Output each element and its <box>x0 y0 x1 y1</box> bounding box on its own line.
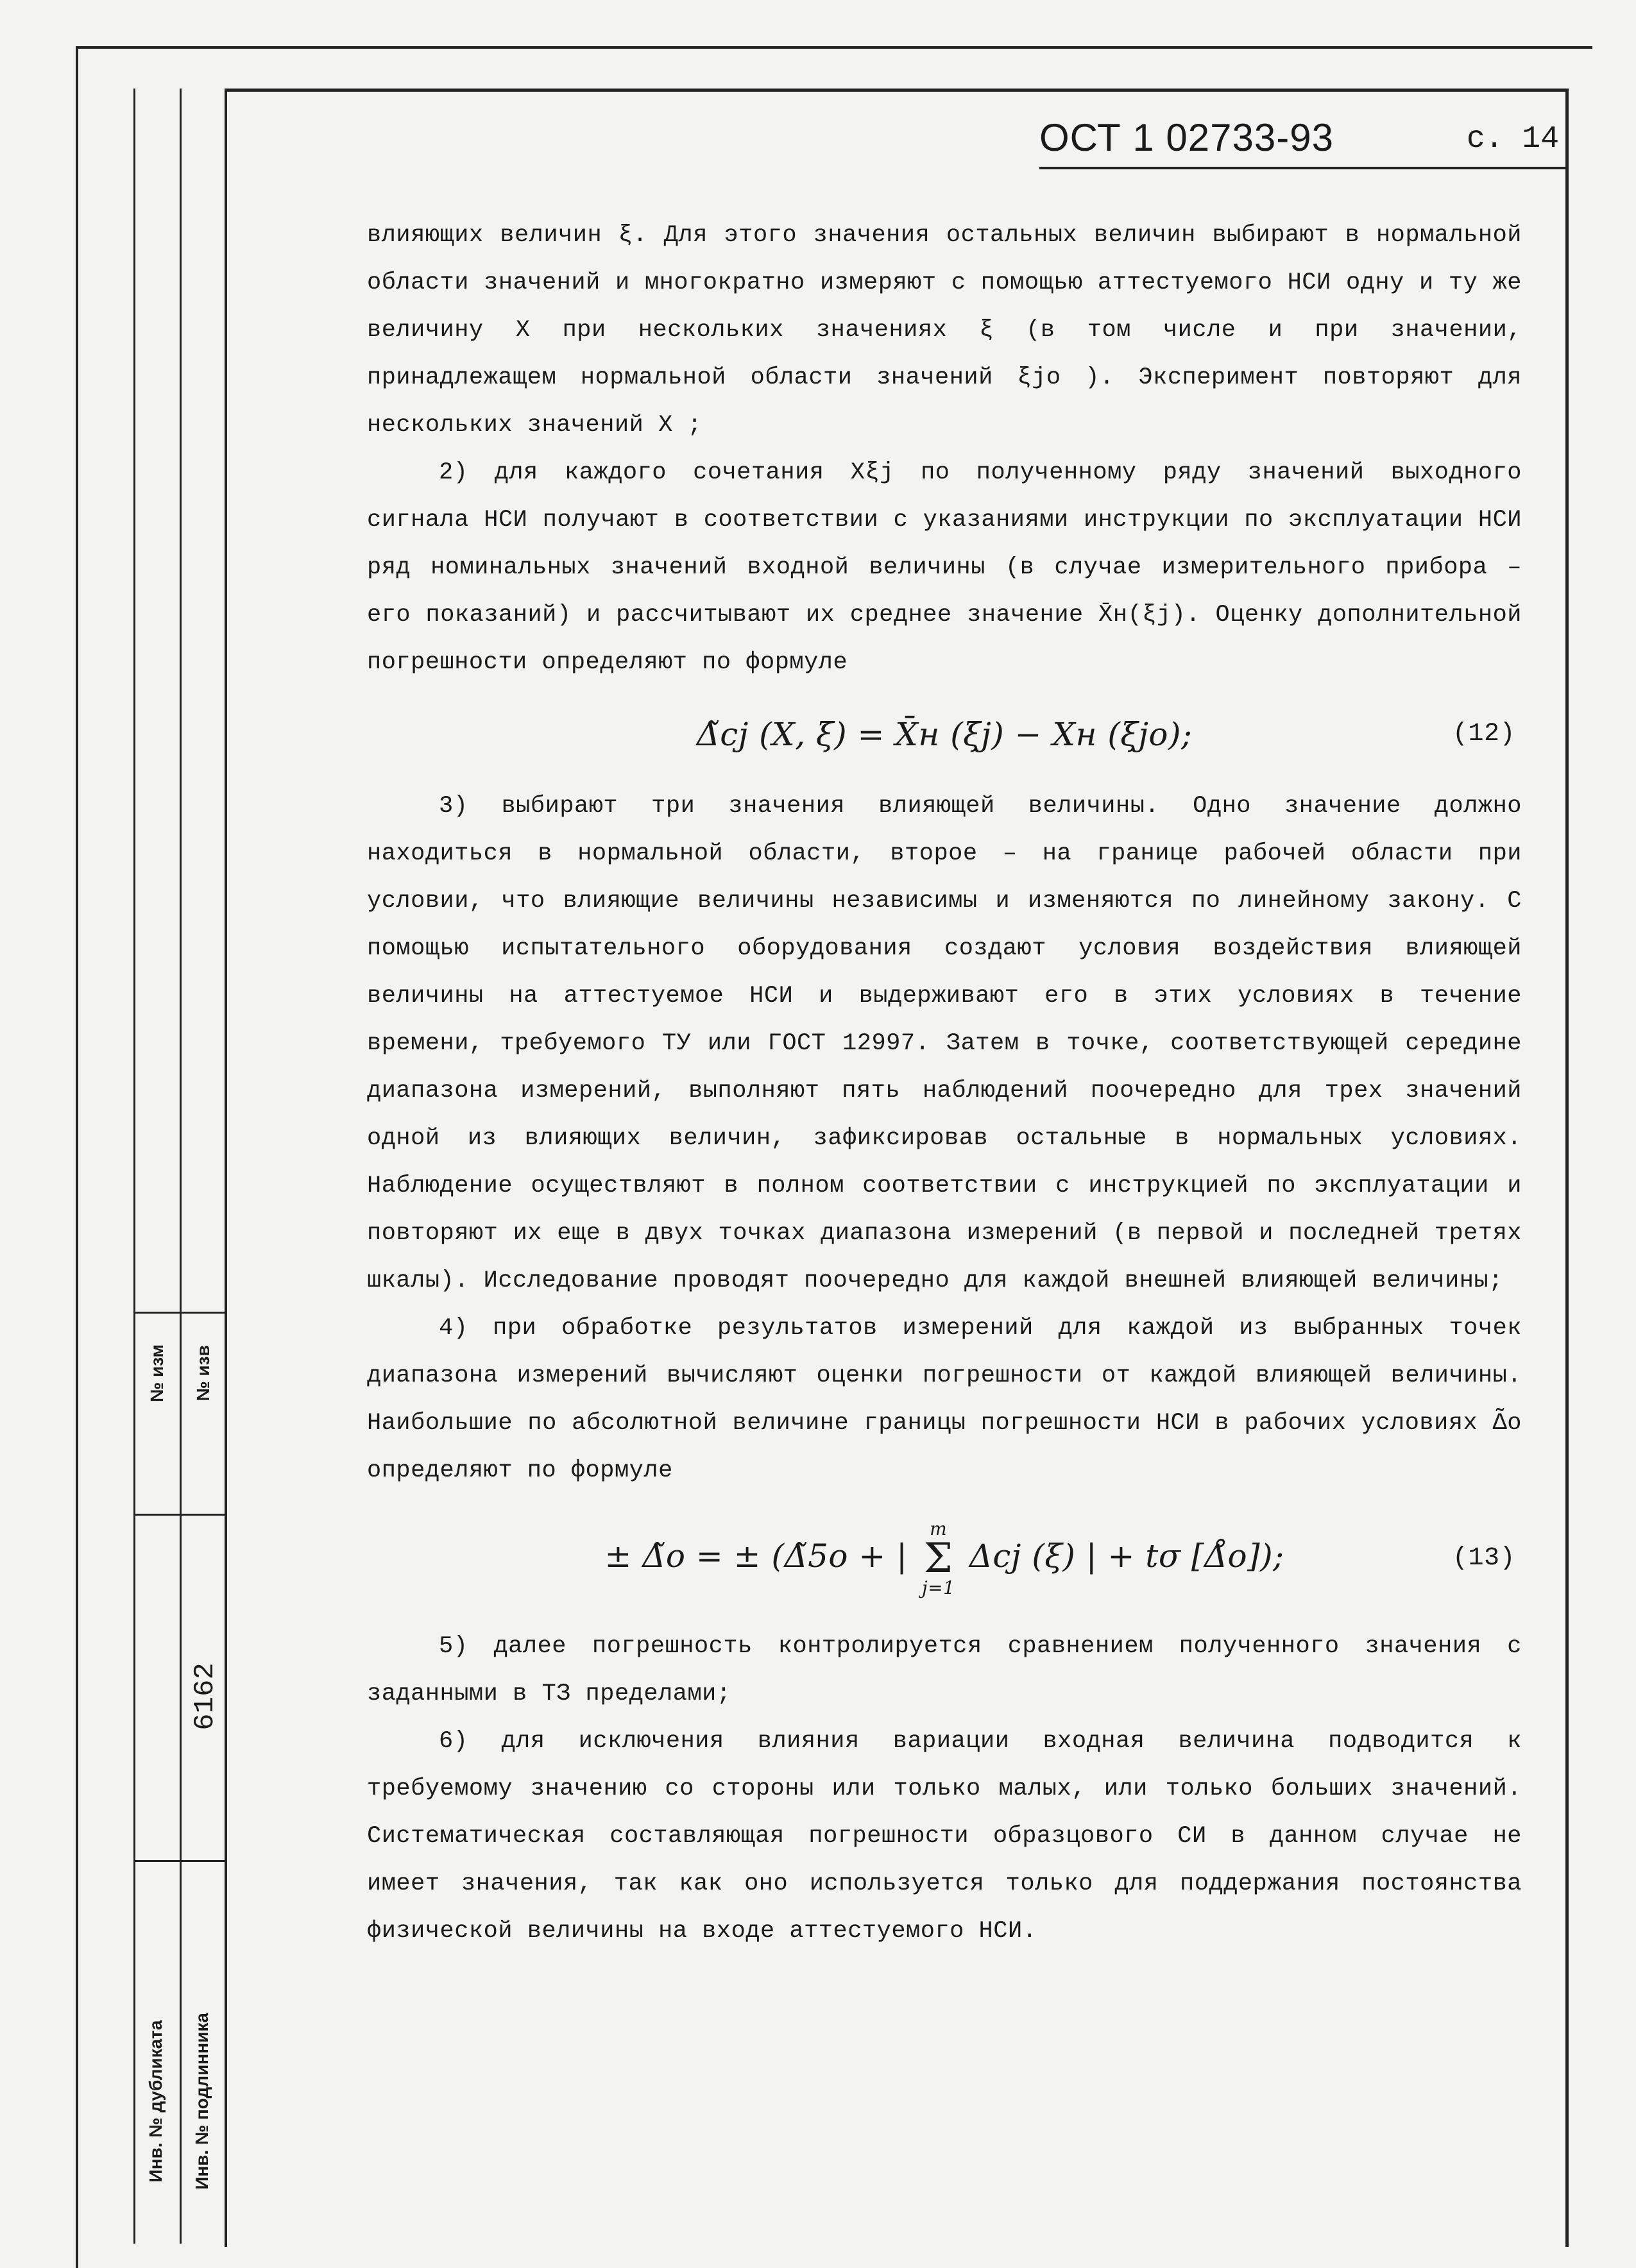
body-text <box>367 212 1522 1955</box>
stamp-inv-podlinnika: Инв. № подлинника <box>192 2013 212 2190</box>
stamp-inv-dublikata: Инв. № дубликата <box>146 2020 166 2183</box>
sum-operator <box>922 1520 955 1597</box>
sum-lower-limit: j=1 <box>921 1577 955 1598</box>
stamp-divider <box>133 1860 226 1862</box>
page-header <box>1039 115 1565 169</box>
formula-13 <box>367 1494 1522 1623</box>
paragraph-2: 2) для каждого сочетания Xξj по полученному ряду значений выходного сигнала НСИ получают в соответствии с указаниями инструкции по эксплуатации НСИ ряд номинальных значений входной величины (в случае измерительного прибора – его показаний) и рассчитывают их среднее значение X̄н(ξj). Оценку дополнительной погрешности определяют по формуле <box>367 459 1522 676</box>
paragraph-6: 6) для исключения влияния вариации входная величина подводится к требуемому значению со стороны или только малых, или только больших значений. Систематическая составляющая погрешности образцового СИ в данном случае не имеет значения, так как оно используется только для поддержания постоянства физической величины на входе аттестуемого НСИ. <box>367 1728 1522 1945</box>
page-number: с. 14 <box>1466 122 1559 157</box>
stamp-no-izv: № изв <box>193 1345 213 1401</box>
formula-13-expression <box>605 1520 1284 1597</box>
paragraph-3: 3) выбирают три значения влияющей величины. Одно значение должно находиться в нормальной области, второе – на границе рабочей области при условии, что влияющие величины независимы и изменяются по линейному закону. С помощью испытательного оборудования создают условия воздействия влияющей величины на аттестуемое НСИ и выдерживают его в этих условиях в течение времени, требуемого ТУ или ГОСТ 12997. Затем в точке, соответствующей середине диапазона измерений, выполняют пять наблюдений поочередно для трех значений одной из влияющих величин, зафиксировав остальные в нормальных условиях. Наблюдение осуществляют в полном соответствии с инструкцией по эксплуатации и повторяют их еще в двух точках диапазона измерений (в первой и последней третях шкалы). Исследование проводят поочередно для каждой внешней влияющей величины; <box>367 793 1522 1294</box>
formula-13-right: Δcj (ξ) | + tσ [Δ̊o]); <box>969 1537 1284 1575</box>
document-code: ОСТ 1 02733-93 <box>1039 116 1334 159</box>
stamp-divider <box>133 1514 226 1516</box>
formula-12-expression: Δ̃cj (X, ξ) = X̄н (ξj) − Xн (ξjo); <box>696 716 1193 753</box>
stamp-no-izm: № изм <box>147 1344 167 1403</box>
sigma-symbol: Σ <box>923 1535 953 1582</box>
paragraph-4: 4) при обработке результатов измерений для каждой из выбранных точек диапазона измерений вычисляют оценки погрешности от каждой влияющей величины. Наибольшие по абсолютной величине границы погрешности НСИ в рабочих условиях Δ̃o определяют по формуле <box>367 1315 1522 1484</box>
formula-13-number: (13) <box>1452 1544 1515 1573</box>
formula-12 <box>367 686 1522 783</box>
stamp-inv-number: 6162 <box>189 1663 221 1731</box>
formula-13-left: ± Δ̃o = ± (Δ̃5o + | <box>604 1537 908 1575</box>
sum-upper-limit: m <box>930 1518 948 1539</box>
formula-12-number: (12) <box>1452 720 1515 749</box>
paragraph-1: влияющих величин ξ. Для этого значения остальных величин выбирают в нормальной области значений и многократно измеряют с помощью аттестуемого НСИ одну и ту же величину X при нескольких значениях ξ (в том числе и при значении, принадлежащем нормальной области значений ξjo ). Эксперимент повторяют для нескольких значений X ; <box>367 222 1522 439</box>
stamp-column-right <box>180 89 226 2244</box>
stamp-divider <box>133 1312 226 1314</box>
paragraph-5: 5) далее погрешность контролируется сравнением полученного значения с заданными в ТЗ пределами; <box>367 1633 1522 1707</box>
stamp-column-left <box>133 89 180 2244</box>
